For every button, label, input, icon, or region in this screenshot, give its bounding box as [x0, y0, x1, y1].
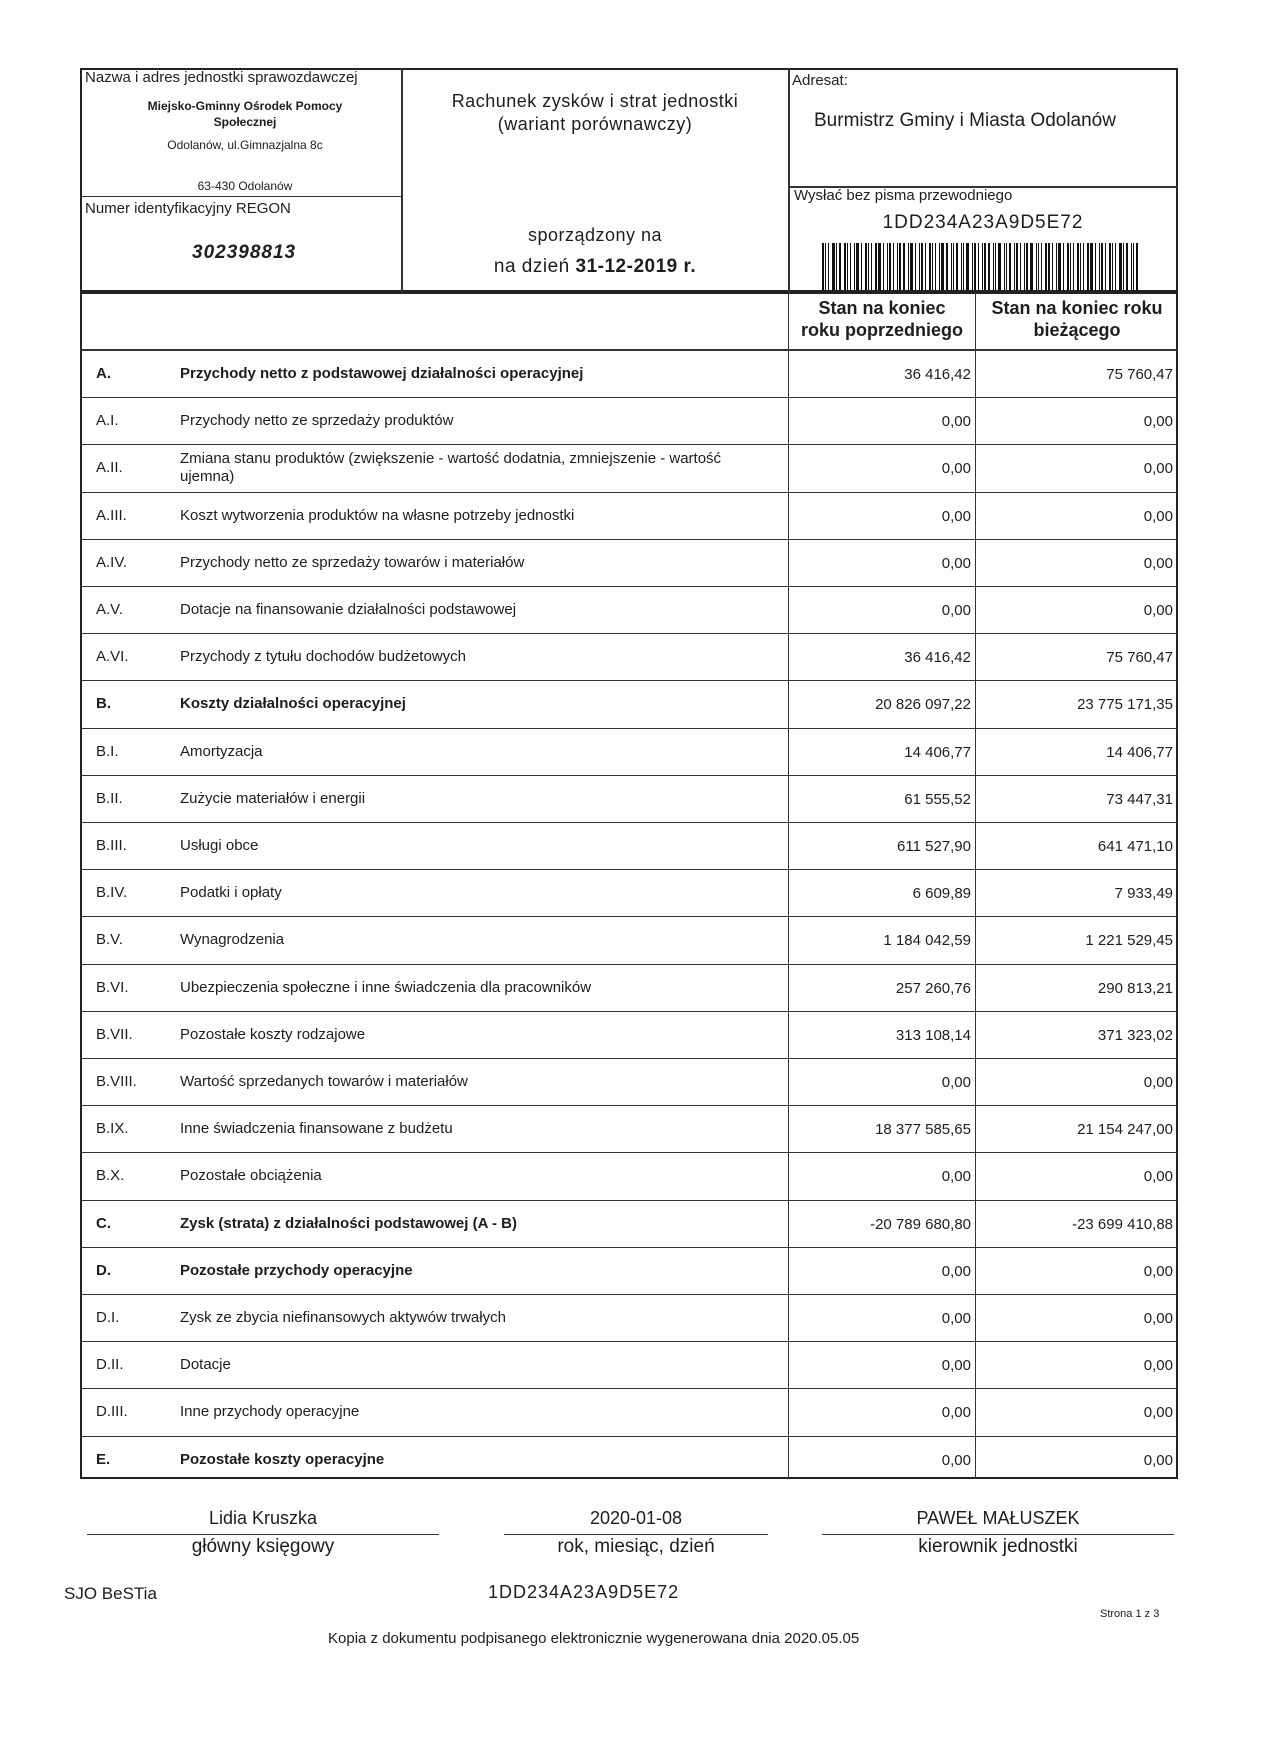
row-label: Przychody netto ze sprzedaży towarów i materiałów [180, 553, 525, 571]
barcode-bar [921, 243, 923, 290]
barcode-bar [1056, 243, 1057, 290]
row-value-previous: 0,00 [941, 507, 971, 525]
barcode-bar [974, 243, 976, 290]
barcode-bar [929, 243, 931, 290]
row-value-previous: 611 527,90 [897, 838, 971, 855]
barcode-bar [1052, 243, 1053, 290]
row-value-previous: 0,00 [941, 1451, 971, 1469]
row-label: Zysk ze zbycia niefinansowych aktywów trwałych [180, 1309, 506, 1326]
row-code: C. [96, 1214, 111, 1232]
row-value-previous: 0,00 [941, 413, 971, 431]
barcode-bar [878, 243, 881, 290]
signature-line [504, 1534, 768, 1535]
date-prefix: na dzień [493, 256, 570, 277]
barcode-bar [1063, 243, 1064, 290]
row-label: Pozostałe przychody operacyjne [180, 1261, 413, 1279]
row-value-current: 0,00 [1143, 554, 1173, 572]
barcode-bar [865, 243, 867, 290]
signature-date-role: rok, miesiąc, dzień [557, 1536, 715, 1557]
barcode-bar [919, 243, 920, 290]
barcode-bar [1126, 243, 1128, 290]
row-label: Wartość sprzedanych towarów i materiałów [180, 1073, 468, 1090]
column-divider [788, 292, 789, 1479]
row-value-current: 0,00 [1143, 413, 1173, 431]
barcode-bar [939, 243, 940, 290]
row-code: B.X. [96, 1167, 125, 1185]
row-value-previous: 36 416,42 [904, 366, 971, 383]
row-divider [80, 916, 1178, 917]
barcode-bar [1095, 243, 1096, 290]
row-label: Dotacje na finansowanie działalności podstawowej [180, 601, 517, 618]
row-label: Przychody netto z podstawowej działalności operacyjnej [180, 365, 584, 382]
row-value-current: 21 154 247,00 [1077, 1121, 1173, 1139]
row-value-current: 75 760,47 [1106, 366, 1173, 383]
barcode-bar [1131, 243, 1132, 290]
barcode-bar [935, 243, 936, 290]
row-value-current: 0,00 [1143, 507, 1173, 525]
barcode-bar [1067, 243, 1069, 290]
row-code: D.I. [96, 1309, 120, 1326]
accountant-name: Lidia Kruszka [208, 1508, 318, 1528]
row-code: A.VI. [96, 648, 129, 666]
barcode-bar [1070, 243, 1071, 290]
barcode-bar [889, 243, 891, 290]
barcode-bar [1058, 243, 1061, 290]
software-name: SJO BeSTia [64, 1584, 157, 1603]
regon-value: 302398813 [192, 242, 297, 263]
signature-line [822, 1534, 1174, 1535]
row-label: Koszt wytworzenia produktów na własne potrzeby jednostki [180, 506, 575, 524]
row-code: B.II. [96, 789, 123, 807]
row-divider [80, 539, 1178, 540]
barcode-bar [850, 243, 851, 290]
row-divider [80, 822, 1178, 823]
header-divider [788, 68, 790, 292]
row-code: B. [96, 695, 111, 713]
row-value-current: 641 471,10 [1097, 838, 1173, 855]
row-code: A.I. [96, 412, 119, 430]
row-value-previous: 0,00 [941, 1168, 971, 1186]
row-label: Zużycie materiałów i energii [180, 789, 366, 807]
barcode-bar [1016, 243, 1018, 290]
barcode-bar [1024, 243, 1025, 290]
row-label: Zysk (strata) z działalności podstawowej (A - B) [180, 1214, 518, 1232]
row-value-current: 0,00 [1143, 1168, 1173, 1186]
barcode-bar [1030, 243, 1033, 290]
barcode-bar [951, 243, 952, 290]
row-value-previous: 20 826 097,22 [875, 696, 971, 714]
row-value-current: 75 760,47 [1106, 649, 1173, 667]
row-code: A.IV. [96, 553, 128, 571]
row-value-previous: 61 555,52 [904, 790, 971, 808]
barcode-bar [1133, 243, 1134, 290]
barcode-bar [1087, 243, 1089, 290]
signature-date: 2020-01-08 [589, 1508, 683, 1528]
unit-name: Miejsko-Gminny Ośrodek Pomocy Społecznej [147, 99, 343, 129]
row-value-current: 0,00 [1143, 1074, 1173, 1091]
barcode-bar [908, 243, 909, 290]
barcode-bar [861, 243, 862, 290]
barcode-bar [961, 243, 962, 290]
row-label: Pozostałe obciążenia [180, 1167, 322, 1185]
barcode-bar [963, 243, 964, 290]
barcode-bar [995, 243, 996, 290]
barcode-bar [1048, 243, 1050, 290]
row-code: B.VII. [96, 1025, 133, 1043]
barcode-bar [1009, 243, 1011, 290]
row-code: B.I. [96, 742, 119, 760]
row-label: Koszty działalności operacyjnej [180, 695, 406, 713]
row-divider [80, 775, 1178, 776]
row-value-previous: 0,00 [941, 1074, 971, 1091]
row-divider [80, 1388, 1178, 1389]
barcode-bar [1105, 243, 1106, 290]
row-value-current: 7 933,49 [1114, 885, 1173, 903]
row-divider [80, 492, 1178, 493]
footer-document-code: 1DD234A23A9D5E72 [488, 1582, 680, 1602]
barcode-bar [1041, 243, 1042, 290]
barcode-bar [941, 243, 944, 290]
row-value-current: 290 813,21 [1097, 979, 1173, 997]
column-header-previous-line2: roku poprzedniego [801, 320, 963, 340]
barcode-bar [903, 243, 905, 290]
barcode-bar [946, 243, 948, 290]
addressee-value: Burmistrz Gminy i Miasta Odolanów [814, 110, 1116, 131]
row-value-previous: 6 609,89 [912, 885, 971, 903]
row-label: Ubezpieczenia społeczne i inne świadczenia dla pracowników [180, 978, 592, 996]
row-code: E. [96, 1450, 111, 1468]
row-value-previous: -20 789 680,80 [870, 1215, 971, 1233]
addressee-label: Adresat: [792, 72, 848, 89]
row-divider [80, 1011, 1178, 1012]
row-value-current: 0,00 [1143, 602, 1173, 619]
row-divider [80, 586, 1178, 587]
row-divider [80, 1152, 1178, 1153]
send-label: Wysłać bez pisma przewodniego [794, 187, 1013, 204]
row-label: Inne świadczenia finansowane z budżetu [180, 1120, 453, 1138]
barcode-bar [966, 243, 969, 290]
row-code: B.VIII. [96, 1073, 137, 1090]
barcode-bar [854, 243, 855, 290]
row-label: Zmiana stanu produktów (zwiększenie - wartość dodatnia, zmniejszenie - wartość ujemna) [180, 450, 722, 486]
barcode-bar [825, 243, 826, 290]
barcode-bar [1038, 243, 1039, 290]
head-role: kierownik jednostki [918, 1536, 1078, 1557]
barcode-bar [982, 243, 983, 290]
barcode-bar [839, 243, 841, 290]
row-value-previous: 0,00 [941, 1357, 971, 1375]
barcode-bar [1077, 243, 1079, 290]
barcode-bar [1020, 243, 1021, 290]
row-value-current: 1 221 529,45 [1085, 932, 1173, 950]
unit-street: Odolanów, ul.Gimnazjalna 8c [167, 138, 323, 152]
row-divider [80, 1294, 1178, 1295]
barcode-bar [1123, 243, 1124, 290]
row-value-previous: 0,00 [941, 460, 971, 478]
barcode-bar [828, 243, 829, 290]
row-code: A.III. [96, 506, 127, 524]
row-value-previous: 18 377 585,65 [875, 1121, 971, 1139]
row-value-current: 73 447,31 [1106, 790, 1173, 808]
barcode-bar [1136, 243, 1138, 290]
row-value-current: 23 775 171,35 [1077, 696, 1173, 714]
row-code: A.V. [96, 601, 123, 618]
row-divider [80, 1247, 1178, 1248]
barcode-bar [883, 243, 884, 290]
row-divider [80, 869, 1178, 870]
barcode-bar [1119, 243, 1122, 290]
row-label: Usługi obce [180, 837, 259, 854]
barcode-bar [978, 243, 979, 290]
prepared-label: sporządzony na [527, 225, 663, 245]
barcode-bar [972, 243, 973, 290]
report-title: Rachunek zysków i strat jednostki [451, 91, 739, 111]
header-divider [80, 196, 401, 197]
barcode-bar [1073, 243, 1074, 290]
barcode-bar [1014, 243, 1015, 290]
column-header-current [976, 297, 1178, 341]
row-code: A. [96, 365, 111, 382]
barcode-bar [887, 243, 888, 290]
barcode-bar [915, 243, 916, 290]
row-divider [80, 728, 1178, 729]
barcode-bar [822, 243, 824, 290]
column-divider [975, 292, 976, 1479]
row-code: D. [96, 1261, 111, 1279]
row-divider [80, 1436, 1178, 1437]
barcode-bar [832, 243, 835, 290]
row-value-current: 0,00 [1143, 1310, 1173, 1327]
barcode-bar [1004, 243, 1005, 290]
row-label: Pozostałe koszty rodzajowe [180, 1025, 366, 1043]
barcode-bar [925, 243, 926, 290]
row-value-previous: 0,00 [941, 1404, 971, 1422]
row-code: B.V. [96, 931, 123, 949]
row-value-previous: 0,00 [941, 1262, 971, 1280]
barcode-bar [1036, 243, 1037, 290]
header-row-divider [80, 349, 1178, 351]
row-code: B.IX. [96, 1120, 129, 1138]
unit-label: Nazwa i adres jednostki sprawozdawczej [85, 69, 358, 86]
row-divider [80, 444, 1178, 445]
row-code: B.VI. [96, 978, 129, 996]
row-divider [80, 680, 1178, 681]
barcode-bar [1099, 243, 1100, 290]
column-header-previous-line1: Stan na koniec [818, 298, 946, 318]
barcode-bar [1090, 243, 1093, 290]
document-code: 1DD234A23A9D5E72 [882, 212, 1084, 233]
row-value-current: 0,00 [1143, 1262, 1173, 1280]
barcode-bar [932, 243, 933, 290]
column-header-current-line1: Stan na koniec roku [991, 298, 1163, 318]
barcode-bar [988, 243, 990, 290]
row-value-previous: 313 108,14 [895, 1026, 971, 1044]
barcode-bar [1080, 243, 1081, 290]
barcode-bar [1101, 243, 1103, 290]
row-label: Amortyzacja [180, 742, 263, 760]
barcode-bar [836, 243, 837, 290]
row-code: D.II. [96, 1356, 124, 1374]
row-divider [80, 633, 1178, 634]
date-value: 31-12-2019 r. [575, 256, 697, 277]
column-header-previous [789, 297, 975, 341]
row-label: Przychody netto ze sprzedaży produktów [180, 412, 454, 430]
barcode-bar [844, 243, 846, 290]
column-header-current-line2: bieżącego [1033, 320, 1121, 340]
barcode-bar [899, 243, 901, 290]
barcode-bar [910, 243, 913, 290]
row-label: Przychody z tytułu dochodów budżetowych [180, 648, 466, 666]
row-value-previous: 1 184 042,59 [883, 932, 971, 950]
row-label: Dotacje [180, 1356, 231, 1374]
barcode-bar [871, 243, 872, 290]
barcode-bar [856, 243, 859, 290]
accountant-role: główny księgowy [191, 1536, 335, 1557]
barcode-image [822, 243, 1158, 290]
barcode-bar [956, 243, 958, 290]
row-code: D.III. [96, 1403, 128, 1421]
row-divider [80, 1058, 1178, 1059]
row-value-previous: 0,00 [941, 1310, 971, 1327]
row-value-current: 0,00 [1143, 1451, 1173, 1469]
row-value-current: 371 323,02 [1097, 1026, 1173, 1044]
row-value-current: 0,00 [1143, 1357, 1173, 1375]
barcode-bar [868, 243, 869, 290]
row-value-previous: 257 260,76 [895, 979, 971, 997]
report-subtitle: (wariant porównawczy) [497, 114, 693, 134]
barcode-bar [1006, 243, 1007, 290]
row-label: Wynagrodzenia [180, 931, 285, 949]
row-value-previous: 36 416,42 [904, 649, 971, 667]
row-value-current: 0,00 [1143, 460, 1173, 478]
barcode-bar [984, 243, 986, 290]
unit-postal: 63-430 Odolanów [197, 179, 293, 193]
row-value-current: 14 406,77 [1106, 743, 1173, 761]
row-value-previous: 0,00 [941, 554, 971, 572]
row-divider [80, 1105, 1178, 1106]
row-label: Podatki i opłaty [180, 884, 282, 902]
page-info: Strona 1 z 3 [1100, 1608, 1160, 1620]
barcode-bar [1115, 243, 1116, 290]
copy-note: Kopia z dokumentu podpisanego elektronicznie wygenerowana dnia 2020.05.05 [328, 1630, 860, 1647]
row-label: Inne przychody operacyjne [180, 1403, 360, 1421]
row-value-current: 0,00 [1143, 1404, 1173, 1422]
row-label: Pozostałe koszty operacyjne [180, 1450, 385, 1468]
barcode-bar [897, 243, 898, 290]
row-code: B.IV. [96, 884, 128, 902]
barcode-bar [1045, 243, 1047, 290]
regon-label: Numer identyfikacyjny REGON [85, 200, 291, 217]
row-value-previous: 0,00 [941, 602, 971, 619]
row-divider [80, 964, 1178, 965]
row-divider [80, 1341, 1178, 1342]
barcode-bar [998, 243, 1001, 290]
row-value-current: -23 699 410,88 [1072, 1215, 1173, 1233]
signature-line [87, 1534, 439, 1535]
report-date [402, 256, 788, 278]
barcode-bar [993, 243, 994, 290]
barcode-bar [1026, 243, 1028, 290]
row-code: A.II. [96, 459, 123, 477]
barcode-bar [1112, 243, 1113, 290]
row-divider [80, 397, 1178, 398]
barcode-bar [1109, 243, 1111, 290]
barcode-bar [893, 243, 894, 290]
barcode-bar [875, 243, 877, 290]
row-divider [80, 1200, 1178, 1201]
row-code: B.III. [96, 837, 127, 854]
barcode-bar [953, 243, 954, 290]
barcode-bar [847, 243, 848, 290]
barcode-bar [1083, 243, 1084, 290]
head-name: PAWEŁ MAŁUSZEK [916, 1508, 1080, 1528]
row-value-previous: 14 406,77 [904, 743, 971, 761]
